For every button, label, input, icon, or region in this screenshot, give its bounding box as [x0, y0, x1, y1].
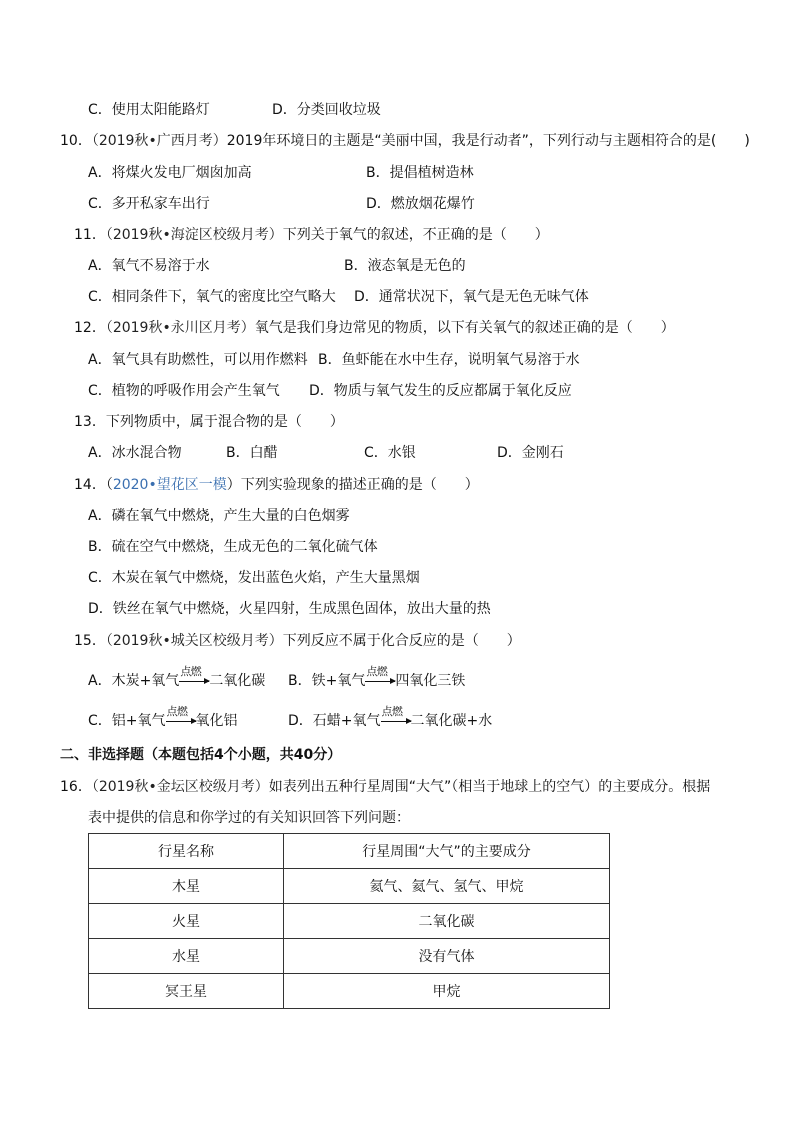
q12-option-b: B．鱼虾能在水中生存，说明氧气易溶于水 — [318, 352, 580, 368]
q10-number: 10． — [60, 133, 92, 149]
table-cell-planet: 木星 — [89, 869, 284, 904]
q15-option-a — [88, 665, 266, 691]
q13-option-d: D．金刚石 — [497, 445, 564, 461]
q15-option-c-reactants: C．铝+氧气 — [88, 713, 166, 729]
q14-stem: 下列实验现象的描述正确的是（ ） — [240, 477, 479, 493]
q14-option-b: B．硫在空气中燃烧，生成无色的二氧化硫气体 — [88, 539, 378, 555]
q15-stem: 下列反应不属于化合反应的是（ ） — [282, 633, 521, 649]
q13-option-c: C．水银 — [364, 445, 416, 461]
q16-number: 16． — [60, 779, 92, 795]
q13-option-a: A．冰水混合物 — [88, 445, 182, 461]
q10-option-d: D．燃放烟花爆竹 — [366, 196, 475, 212]
q15-stem-line — [74, 631, 521, 651]
q15-source: （2019秋•城关区校级月考） — [105, 633, 283, 649]
q15-option-b-reactants: B．铁+氧气 — [288, 673, 366, 689]
q16-stem-part1: 如表列出五种行星周围“大气”（相当于地球上的空气）的主要成分。根据 — [268, 779, 711, 795]
reaction-condition: 点燃 — [366, 665, 388, 678]
reaction-arrow-icon — [381, 705, 411, 731]
table-cell-planet: 冥王星 — [89, 974, 284, 1009]
q15-option-d — [288, 705, 493, 731]
q16-stem-line2: 表中提供的信息和你学过的有关知识回答下列问题： — [88, 810, 410, 826]
q13-number: 13． — [74, 414, 106, 430]
q12-stem: 氧气是我们身边常见的物质，以下有关氧气的叙述正确的是（ ） — [254, 320, 675, 336]
q14-stem-line — [74, 475, 479, 495]
table-header-row — [89, 834, 610, 869]
q11-option-a: A．氧气不易溶于水 — [88, 258, 210, 274]
reaction-condition: 点燃 — [166, 705, 188, 718]
section-2-title: 二、非选择题（本题包括4个小题，共40分） — [60, 747, 342, 763]
q15-option-c-products: 氧化铝 — [195, 713, 238, 729]
table-row — [89, 974, 610, 1009]
q10-source: （2019秋•广西月考） — [91, 133, 227, 149]
q15-option-c — [88, 705, 238, 731]
table-header-atmosphere: 行星周围“大气”的主要成分 — [284, 834, 610, 869]
q11-option-c: C．相同条件下，氧气的密度比空气略大 — [88, 289, 336, 305]
q15-option-a-products: 二氧化碳 — [209, 673, 266, 689]
table-cell-atmosphere: 没有气体 — [284, 939, 610, 974]
q15-option-a-reactants: A．木炭+氧气 — [88, 673, 180, 689]
q12-source: （2019秋•永川区月考） — [105, 320, 255, 336]
q14-number: 14． — [74, 477, 106, 493]
table-cell-atmosphere: 二氧化碳 — [284, 904, 610, 939]
q10-option-c: C．多开私家车出行 — [88, 196, 210, 212]
q12-option-a: A．氧气具有助燃性，可以用作燃料 — [88, 352, 308, 368]
q9-option-c: C．使用太阳能路灯 — [88, 102, 210, 118]
q10-stem-line — [60, 131, 750, 151]
table-row — [89, 904, 610, 939]
q15-option-b — [288, 665, 466, 691]
table-row — [89, 939, 610, 974]
q11-option-d: D．通常状况下，氧气是无色无味气体 — [354, 289, 589, 305]
q10-option-b: B．提倡植树造林 — [366, 165, 474, 181]
q16-stem-line1 — [60, 777, 710, 797]
q12-stem-line — [74, 318, 675, 338]
q12-number: 12． — [74, 320, 106, 336]
q15-option-d-products: 二氧化碳+水 — [410, 713, 493, 729]
q14-option-c: C．木炭在氧气中燃烧，发出蓝色火焰，产生大量黑烟 — [88, 570, 420, 586]
q10-stem: 2019年环境日的主题是“美丽中国，我是行动者”，下列行动与主题相符合的是( ) — [226, 133, 750, 149]
q13-option-b: B．白醋 — [226, 445, 278, 461]
reaction-condition: 点燃 — [180, 665, 202, 678]
q10-option-a: A．将煤火发电厂烟囱加高 — [88, 165, 252, 181]
q11-stem: 下列关于氧气的叙述，不正确的是（ ） — [282, 227, 549, 243]
table-cell-planet: 水星 — [89, 939, 284, 974]
table-cell-atmosphere: 甲烷 — [284, 974, 610, 1009]
table-cell-atmosphere: 氦气、氦气、氢气、甲烷 — [284, 869, 610, 904]
q12-option-d: D．物质与氧气发生的反应都属于氧化反应 — [309, 383, 572, 399]
q15-number: 15． — [74, 633, 106, 649]
q14-source-close: ） — [226, 477, 241, 493]
reaction-arrow-icon — [179, 665, 209, 691]
table-cell-planet: 火星 — [89, 904, 284, 939]
q13-stem: 下列物质中，属于混合物的是（ ） — [105, 414, 344, 430]
q14-option-a: A．磷在氧气中燃烧，产生大量的白色烟雾 — [88, 508, 350, 524]
q15-option-b-products: 四氧化三铁 — [395, 673, 466, 689]
reaction-arrow-icon — [166, 705, 196, 731]
table-header-planet: 行星名称 — [89, 834, 284, 869]
q14-option-d: D．铁丝在氧气中燃烧，火星四射，生成黑色固体，放出大量的热 — [88, 601, 491, 617]
q14-source-open: （ — [105, 477, 113, 493]
q12-option-c: C．植物的呼吸作用会产生氧气 — [88, 383, 280, 399]
q15-option-d-reactants: D．石蜡+氧气 — [288, 713, 381, 729]
table-row — [89, 869, 610, 904]
q11-number: 11． — [74, 227, 106, 243]
q14-source-link[interactable]: 2020•望花区一模 — [112, 477, 227, 493]
q9-option-d: D．分类回收垃圾 — [272, 102, 381, 118]
q11-option-b: B．液态氧是无色的 — [344, 258, 466, 274]
planet-atmosphere-table — [88, 833, 610, 1009]
reaction-arrow-icon — [365, 665, 395, 691]
q11-source: （2019秋•海淀区校级月考） — [105, 227, 283, 243]
reaction-condition: 点燃 — [381, 705, 403, 718]
q11-stem-line — [74, 225, 549, 245]
q13-stem-line — [74, 412, 344, 432]
q16-source: （2019秋•金坛区校级月考） — [91, 779, 269, 795]
